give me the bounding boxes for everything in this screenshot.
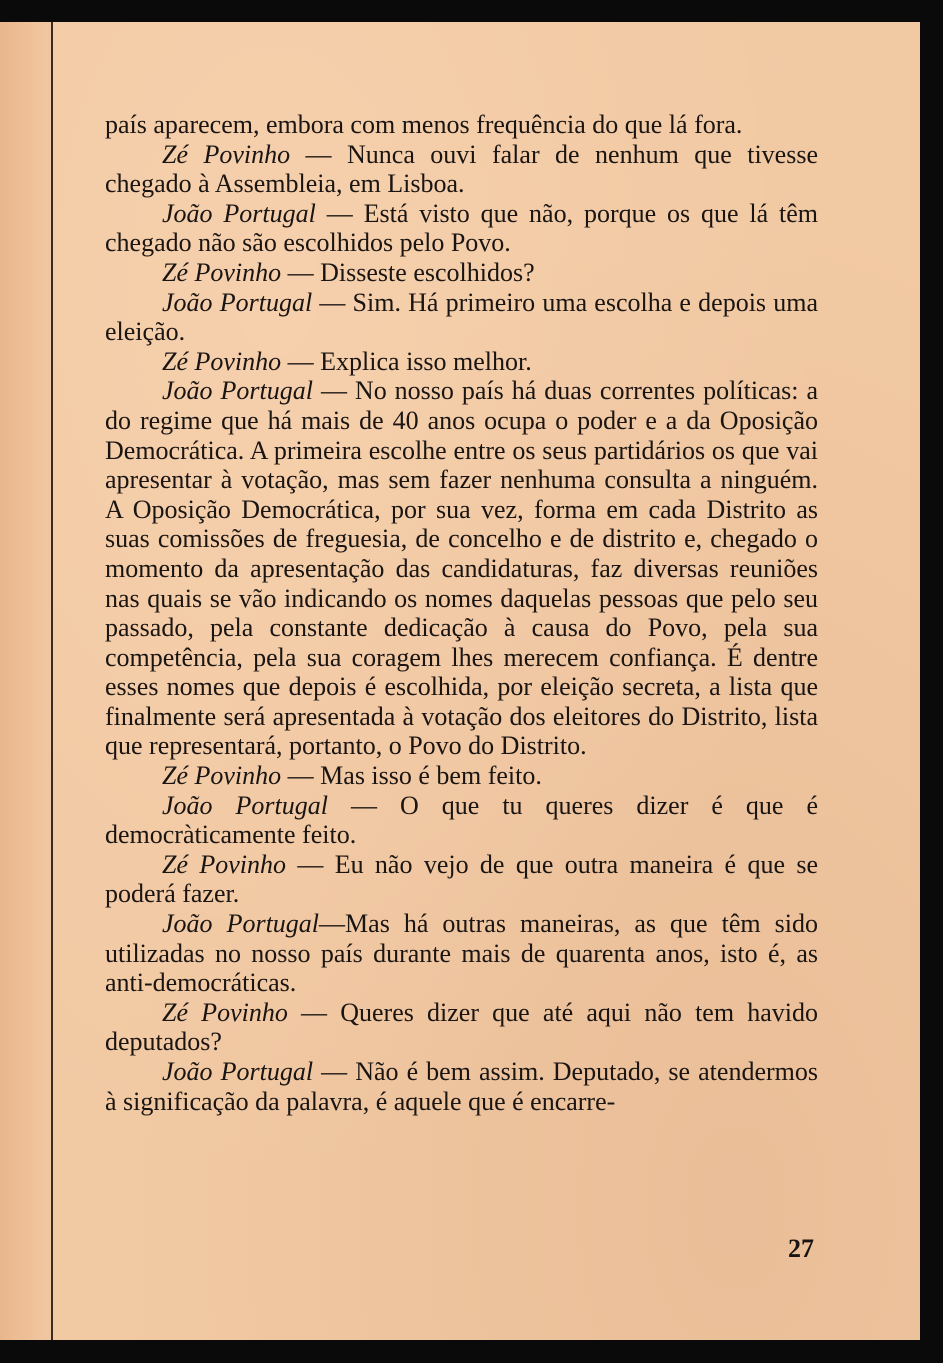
paragraph: João Portugal—Mas há outras maneiras, as que têm sido utilizadas no nosso país durante mais de quarenta anos, isto é, as anti-democráticas.: [105, 909, 818, 998]
speaker-name: Zé Povinho: [162, 257, 282, 287]
paragraph: Zé Povinho — Disseste escolhidos?: [162, 257, 535, 287]
page-binding: [0, 22, 52, 1340]
paragraph: Zé Povinho — Eu não vejo de que outra maneira é que se poderá fazer.: [105, 849, 818, 909]
speaker-name: Zé Povinho: [162, 139, 291, 169]
paragraph: Zé Povinho — Explica isso melhor.: [162, 346, 532, 376]
paragraph: João Portugal — O que tu queres dizer é que é democràticamente feito.: [105, 790, 819, 850]
binding-edge: [51, 22, 53, 1340]
paragraph: Zé Povinho — Nunca ouvi falar de nenhum que tivesse chegado à Assembleia, em Lisboa.: [105, 139, 818, 199]
speaker-name: Zé Povinho: [162, 849, 286, 879]
paragraph: Zé Povinho — Mas isso é bem feito.: [162, 761, 542, 791]
speaker-name: Zé Povinho: [162, 761, 282, 791]
paragraph: João Portugal — Sim. Há primeiro uma escolha e depois uma eleição.: [105, 287, 818, 347]
speaker-name: João Portugal: [162, 790, 328, 820]
body-text: [105, 110, 818, 1116]
speaker-name: Zé Povinho: [162, 346, 282, 376]
paragraph: João Portugal — Não é bem assim. Deputado, se atendermos à significação da palavra, é aquele que é encarre-: [105, 1057, 818, 1116]
speaker-name: João Portugal: [162, 287, 313, 317]
paragraph: João Portugal — No nosso país há duas correntes políticas: a do regime que há mais de 40 anos ocupa o poder e a da Oposição Democrática. A primeira escolhe entre os seus partidários os que vai apresentar à votação, mas sem fazer nenhuma consulta a ninguém. A Oposição Democrática, por sua vez, forma em cada Distrito as suas comissões de freguesia, de concelho e de distrito e, chegado o momento da apresentação das candidaturas, faz diversas reuniões nas quais se vão indicando os nomes daquelas pessoas que pelo seu passado, pela constante dedicação à causa do Povo, pela sua competência, pela sua coragem lhes merecem confiança. É dentre esses nomes que depois é escolhida, por eleição secreta, a lista que finalmente será apresentada à votação dos eleitores do Distrito, lista que representará, portanto, o Povo do Distrito.: [105, 376, 818, 761]
speaker-name: João Portugal: [162, 909, 320, 939]
speaker-name: João Portugal: [162, 1057, 314, 1086]
paragraph: João Portugal — Está visto que não, porque os que lá têm chegado não são escolhidos pelo Povo.: [105, 198, 818, 258]
paragraph: Zé Povinho — Queres dizer que até aqui não tem havido deputados?: [105, 997, 819, 1057]
book-page: [0, 22, 920, 1340]
paragraph: país aparecem, embora com menos frequência do que lá fora.: [105, 110, 743, 139]
speaker-name: Zé Povinho: [162, 997, 288, 1027]
speaker-name: João Portugal: [162, 198, 316, 228]
page-number: 27: [788, 1234, 814, 1263]
speaker-name: João Portugal: [162, 376, 313, 406]
